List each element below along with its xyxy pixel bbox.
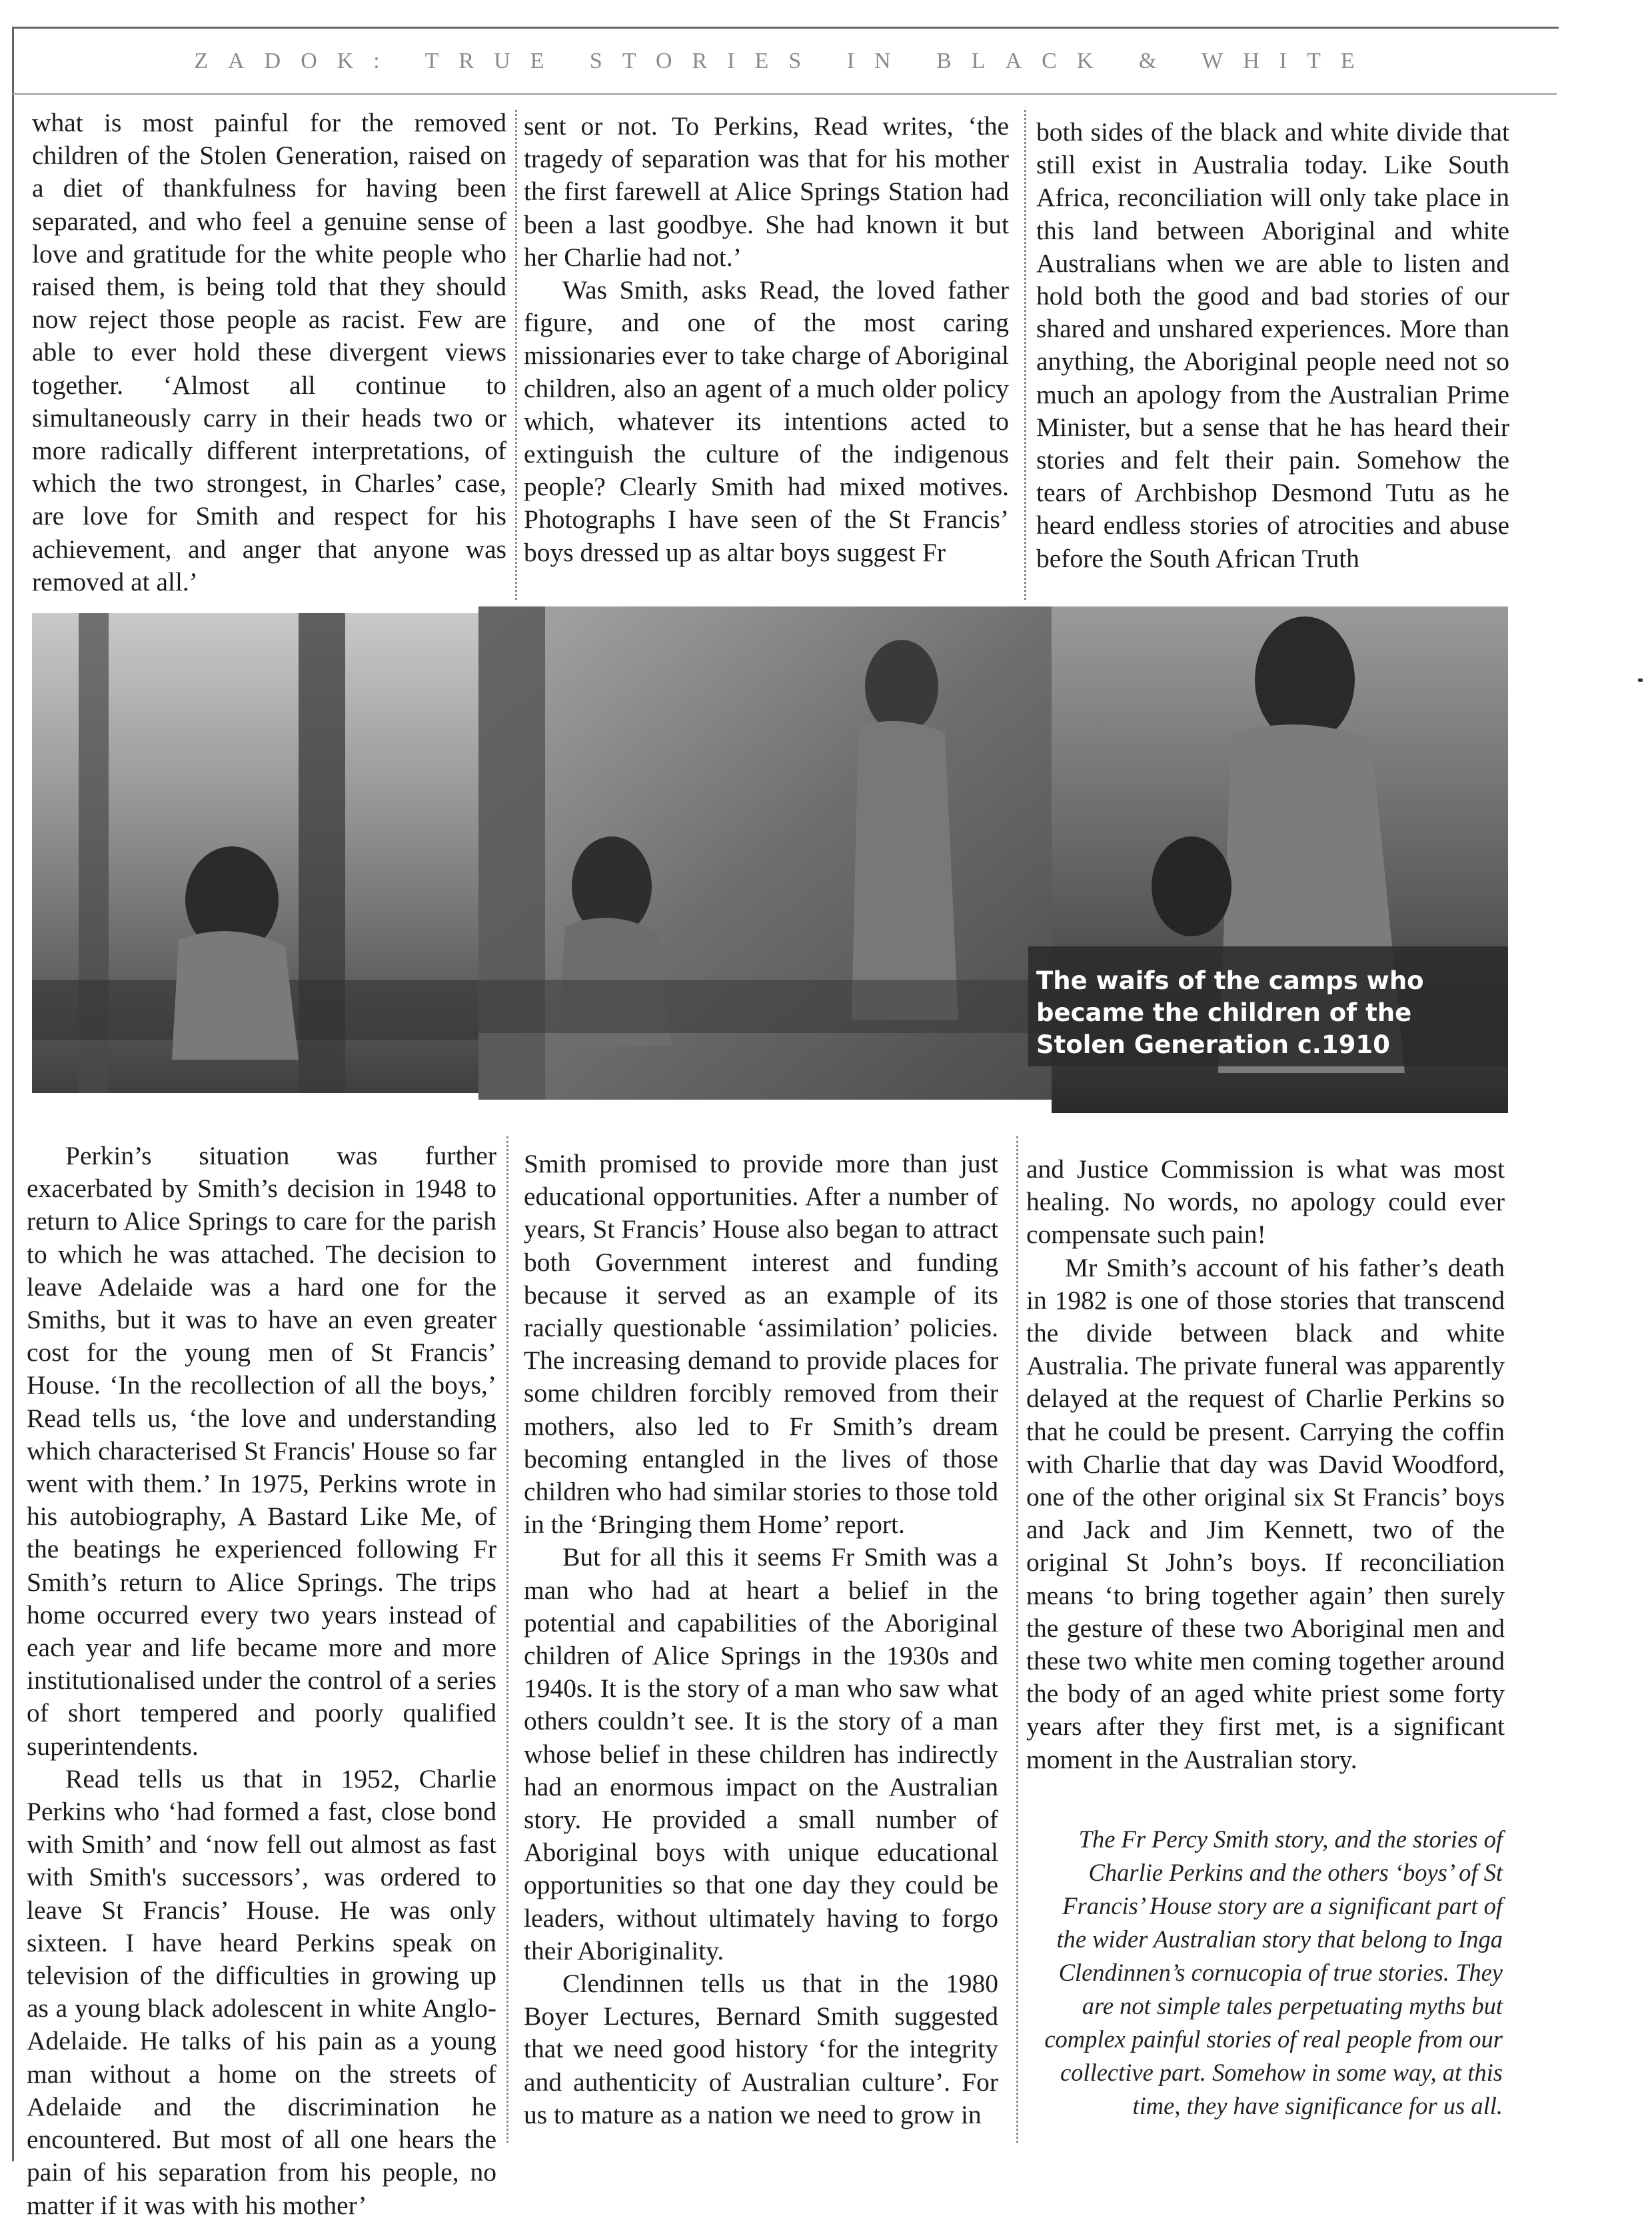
paragraph: sent or not. To Perkins, Read writes, ‘the tragedy of separation was that for his mother the first farewell at Alice Springs Station had been a last goodbye. She had known it but her Charlie had not.’ — [524, 111, 1009, 272]
running-head: ZADOK: TRUE STORIES IN BLACK & WHITE — [12, 29, 1557, 95]
column-divider — [515, 110, 517, 600]
paragraph: Was Smith, asks Read, the loved father figure, and one of the most caring missionaries ever to take charge of Aboriginal children, also an agent of a much older policy which, whatever its intentions acted to extinguish the culture of the indigenous people? Clearly Smith had mixed motives. Photographs I have seen of the St Francis’ boys dressed up as altar boys suggest Fr — [524, 275, 1009, 567]
sidebar-quote — [1030, 1823, 1503, 2123]
sidebar-quote-text: The Fr Percy Smith story, and the stories of Charlie Perkins and the others ‘boys’ of St Francis’ House story are a significant part of the wider Australian story that belong to Inga Clendinnen’s cornucopia of true stories. They are not simple tales perpetuating myths but complex painful stories of real people from our collective part. Somehow in some way, at this time, they have significance for us all. — [1044, 1825, 1503, 2119]
paragraph: both sides of the black and white divide that still exist in Australia today. Like South Africa, reconciliation will only take place in this land between Aboriginal and white Australians when we are able to listen and hold both the good and bad stories of our shared and unshared experiences. More than anything, the Aboriginal people need not so much an apology from the Australian Prime Minister, but a sense that he has heard their stories and felt their pain. Somehow the tears of Archbishop Desmond Tutu as he heard endless stories of atrocities and abuse before the South African Truth — [1036, 117, 1509, 573]
paragraph: But for all this it seems Fr Smith was a man who had at heart a belief in the potential and capabilities of the Aboriginal children of Alice Springs in the 1930s and 1940s. It is the story of a man who saw what others couldn’t see. It is the story of a man whose belief in these children has indirectly had an enormous impact on the Australian story. He provided a small number of Aboriginal boys with unique educational opportunities so that one day they could be leaders, without ultimately having to forgo their Aboriginality. — [524, 1542, 998, 1965]
column-divider — [1016, 1136, 1018, 2143]
bottom-column-2 — [524, 1148, 998, 2131]
top-column-2 — [524, 110, 1009, 569]
column-divider — [1024, 110, 1026, 600]
paragraph: what is most painful for the removed children of the Stolen Generation, raised on a diet of thankfulness for having been separated, and who feel a genuine sense of love and gratitude for the white people who raised them, is being told that they should now reject those people as racist. Few are able to ever hold these divergent views together. ‘Almost all continue to simultaneously carry in their heads two or more radically different interpretations, of which the two strongest, in Charles’ case, are love for Smith and respect for his achievement, and anger that anyone was removed at all.’ — [32, 108, 506, 596]
bottom-column-1 — [27, 1140, 496, 2222]
top-column-3 — [1036, 116, 1509, 575]
paragraph: and Justice Commission is what was most healing. No words, no apology could ever compensate such pain! — [1026, 1154, 1505, 1250]
photo-caption: The waifs of the camps who became the children of the Stolen Generation c.1910 — [1036, 966, 1424, 1059]
paragraph: Perkin’s situation was further exacerbated by Smith’s decision in 1948 to return to Alice Springs to care for the parish to which he was attached. The decision to leave Adelaide was a hard one for the Smiths, but it was to have an even greater cost for the young men of St Francis’ House. ‘In the recollection of all the boys,’ Read tells us, ‘the love and understanding which characterised St Francis' House so far went with them.’ In 1975, Perkins wrote in his autobiography, A Bastard Like Me, of the beatings he experienced following Fr Smith’s return to Alice Springs. The trips home occurred every two years instead of each year and life became more and more institutionalised under the control of a series of short tempered and poorly qualified superintendents. — [27, 1141, 496, 1761]
scan-mark — [1638, 678, 1643, 682]
paragraph: Mr Smith’s account of his father’s death in 1982 is one of those stories that transcend the divide between black and white Australia. The private funeral was apparently delayed at the request of Charlie Perkins so that he could be present. Carrying the coffin with Charlie that day was David Woodford, one of the other original six St Francis’ boys and Jack and Jim Kennett, two of the original St John’s boys. If reconciliation means ‘to bring together again’ then surely the gesture of these two Aboriginal men and these two white men coming together around the body of an aged white priest some forty years after they first met, is a significant moment in the Australian story. — [1026, 1252, 1505, 1774]
paragraph: Read tells us that in 1952, Charlie Perkins who ‘had formed a fast, close bond with Smith’ and ‘now fell out almost as fast with Smith's successors’, was ordered to leave St Francis’ House. He was only sixteen. I have heard Perkins speak on television of the difficulties in growing up as a young black adolescent in white Anglo-Adelaide. He talks of his pain as a young man without a home on the streets of Adelaide and the discrimination he encountered. But most of all one hears the pain of his separation from his people, no matter if it was with his mother’ — [27, 1763, 496, 2220]
column-divider — [506, 1136, 508, 2143]
bottom-column-3 — [1026, 1153, 1505, 1776]
paragraph: Smith promised to provide more than just educational opportunities. After a number of years, St Francis’ House also began to attract both Government interest and funding because it served as an example of its racially questionable ‘assimilation’ policies. The increasing demand to provide places for some children forcibly removed from their mothers, also led to Fr Smith’s dream becoming entangled in the lives of those children who had similar stories to those told in the ‘Bringing them Home’ report. — [524, 1149, 998, 1540]
top-column-1 — [32, 107, 506, 598]
paragraph: Clendinnen tells us that in the 1980 Boyer Lectures, Bernard Smith suggested that we need good history ‘for the integrity and authenticity of Australian culture’. For us to mature as a nation we need to grow in — [524, 1969, 998, 2129]
